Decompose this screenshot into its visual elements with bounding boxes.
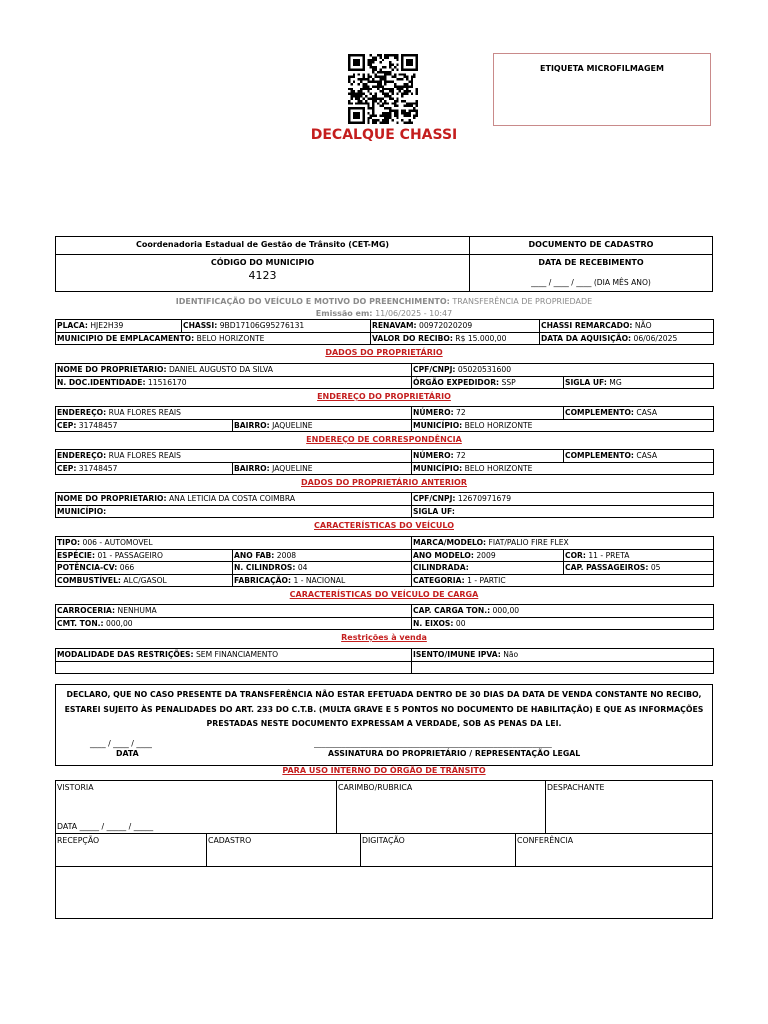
ipva-exempt-cell: ISENTO/IMUNE IPVA: Não xyxy=(412,649,714,662)
restriction-mode-cell: MODALIDADE DAS RESTRIÇÕES: SEM FINANCIAMENTO xyxy=(56,649,412,662)
restrictions-table xyxy=(55,648,714,674)
owner-name-cell: NOME DO PROPRIETARIO: DANIEL AUGUSTO DA SILVA xyxy=(56,364,412,377)
section-cargo: CARACTERÍSTICAS DO VEÍCULO DE CARGA xyxy=(289,590,479,599)
section-owner: DADOS DO PROPRIETÁRIO xyxy=(325,348,443,357)
section-restrictions: Restrições à venda xyxy=(341,633,427,642)
corr-address-cell: ENDEREÇO: RUA FLORES REAIS xyxy=(56,450,412,463)
owner-uf-cell: SIGLA UF: MG xyxy=(564,376,714,389)
chassis-remarked-cell: CHASSI REMARCADO: NÃO xyxy=(540,320,714,333)
internal-date-label: DATA _____ / _____ / _____ xyxy=(57,822,154,831)
signature-label: ASSINATURA DO PROPRIETÁRIO / REPRESENTAÇÃO LEGAL xyxy=(328,749,581,758)
model-year-cell: ANO MODELO: 2009 xyxy=(412,549,564,562)
reception-label: RECEPÇÃO xyxy=(57,836,100,845)
corr-complement-cell: COMPLEMENTO: CASA xyxy=(564,450,714,463)
body-type-cell: CARROCERIA: NENHUMA xyxy=(56,605,412,618)
vehicle-features-table xyxy=(55,536,714,587)
agency-name: Coordenadoria Estadual de Gestão de Trânsito (CET-MG) xyxy=(135,240,390,249)
previous-owner-table xyxy=(55,492,714,518)
passenger-capacity-cell: CAP. PASSAGEIROS: 05 xyxy=(564,562,714,575)
owner-table xyxy=(55,363,714,389)
renavam-cell: RENAVAM: 00972020209 xyxy=(371,320,540,333)
dispatcher-label: DESPACHANTE xyxy=(547,783,605,792)
municipality-code-value: 4123 xyxy=(248,269,277,282)
identification-line: IDENTIFICAÇÃO DO VEÍCULO E MOTIVO DO PREENCHIMENTO: TRANSFERÊNCIA DE PROPRIEDADE xyxy=(175,297,593,306)
owner-cpf-cell: CPF/CNPJ: 05020531600 xyxy=(412,364,714,377)
verification-label: CONFERÊNCIA xyxy=(517,836,574,845)
cargo-capacity-cell: CAP. CARGA TON.: 000,00 xyxy=(412,605,714,618)
cargo-table xyxy=(55,604,714,630)
prev-owner-municipality-cell: MUNICÍPIO: xyxy=(56,505,412,518)
declaration-text: DECLARO, QUE NO CASO PRESENTE DA TRANSFERÊNCIA NÃO ESTAR EFETUADA DENTRO DE 30 DIAS DA DATA DE VENDA CONSTANTE NO RECIBO, ESTAREI SUJEITO ÀS PENALIDADES DO ART. 233 DO C.T.B. (MULTA GRAVE E 5 PONTOS NO DOCUMENTO DE HABILITAÇÃO) E QUE AS INFORMAÇÕES PRESTADAS NESTE DOCUMENTO EXPRESSAM A VERDADE, SOB AS PENAS DA LEI. xyxy=(64,690,704,728)
municipality-cell: MUNICÍPIO: BELO HORIZONTE xyxy=(412,419,714,432)
address-cell: ENDEREÇO: RUA FLORES REAIS xyxy=(56,407,412,420)
owner-id-doc-cell: N. DOC.IDENTIDADE: 11516170 xyxy=(56,376,412,389)
corr-cep-cell: CEP: 31748457 xyxy=(56,462,233,475)
header-box xyxy=(55,236,713,292)
category-cell: CATEGORIA: 1 - PARTIC xyxy=(412,574,714,587)
stamp-label: CARIMBO/RUBRICA xyxy=(338,783,413,792)
complement-cell: COMPLEMENTO: CASA xyxy=(564,407,714,420)
corr-municipality-cell: MUNICÍPIO: BELO HORIZONTE xyxy=(412,462,714,475)
cylinders-cell: N. CILINDROS: 04 xyxy=(233,562,412,575)
microfilm-label: ETIQUETA MICROFILMAGEM xyxy=(540,64,664,73)
empty-cell-right xyxy=(412,661,714,674)
cep-cell: CEP: 31748457 xyxy=(56,419,233,432)
empty-cell-left xyxy=(56,661,412,674)
chassis-cell: CHASSI: 9BD17106G95276131 xyxy=(182,320,371,333)
power-cell: POTÊNCIA-CV: 066 xyxy=(56,562,233,575)
acquisition-date-cell: DATA DA AQUISIÇÃO: 06/06/2025 xyxy=(540,332,714,345)
registration-municipality-cell: MUNICIPIO DE EMPLACAMENTO: BELO HORIZONTE xyxy=(56,332,371,345)
internal-use-box xyxy=(55,780,713,919)
cmt-cell: CMT. TON.: 000,00 xyxy=(56,617,412,630)
plate-cell: PLACA: HJE2H39 xyxy=(56,320,182,333)
fuel-cell: COMBUSTÍVEL: ALC/GASOL xyxy=(56,574,233,587)
manufacture-year-cell: ANO FAB: 2008 xyxy=(233,549,412,562)
microfilm-label-box xyxy=(493,53,711,126)
color-cell: COR: 11 - PRETA xyxy=(564,549,714,562)
district-cell: BAIRRO: JAQUELINE xyxy=(233,419,412,432)
axles-cell: N. EIXOS: 00 xyxy=(412,617,714,630)
section-owner-address: ENDEREÇO DO PROPRIETÁRIO xyxy=(317,392,451,401)
vehicle-id-table xyxy=(55,319,714,345)
typing-label: DIGITAÇÃO xyxy=(362,836,405,845)
make-model-cell: MARCA/MODELO: FIAT/PALIO FIRE FLEX xyxy=(412,537,714,550)
qr-code-icon xyxy=(346,54,420,124)
signature-date-blank: ____ / ____ / ____ xyxy=(90,739,152,748)
registration-label: CADASTRO xyxy=(208,836,252,845)
receipt-date-value: ____ / ____ / ____ (DIA MÊS ANO) xyxy=(531,278,651,287)
receipt-date-label: DATA DE RECEBIMENTO xyxy=(538,258,644,267)
number-cell: NÚMERO: 72 xyxy=(412,407,564,420)
type-cell: TIPO: 006 - AUTOMOVEL xyxy=(56,537,412,550)
emission-line: Emissão em: 11/06/2025 - 10:47 xyxy=(315,309,453,318)
signature-date-label: DATA xyxy=(116,749,139,758)
receipt-value-cell: VALOR DO RECIBO: R$ 15.000,00 xyxy=(371,332,540,345)
section-previous-owner: DADOS DO PROPRIETÁRIO ANTERIOR xyxy=(301,478,467,487)
issuing-agency-cell: ÓRGÃO EXPEDIDOR: SSP xyxy=(412,376,564,389)
owner-address-table xyxy=(55,406,714,432)
section-vehicle-features: CARACTERÍSTICAS DO VEÍCULO xyxy=(314,521,454,530)
section-internal-use: PARA USO INTERNO DO ÓRGÃO DE TRÂNSITO xyxy=(282,766,486,775)
prev-owner-name-cell: NOME DO PROPRIETARIO: ANA LETICIA DA COSTA COIMBRA xyxy=(56,493,412,506)
correspondence-table xyxy=(55,449,714,475)
species-cell: ESPÉCIE: 01 - PASSAGEIRO xyxy=(56,549,233,562)
document-type: DOCUMENTO DE CADASTRO xyxy=(528,240,654,249)
corr-number-cell: NÚMERO: 72 xyxy=(412,450,564,463)
displacement-cell: CILINDRADA: xyxy=(412,562,564,575)
manufacturing-cell: FABRICAÇÃO: 1 - NACIONAL xyxy=(233,574,412,587)
corr-district-cell: BAIRRO: JAQUELINE xyxy=(233,462,412,475)
prev-owner-cpf-cell: CPF/CNPJ: 12670971679 xyxy=(412,493,714,506)
prev-owner-uf-cell: SIGLA UF: xyxy=(412,505,714,518)
signature-line: _____________________________________________________________ xyxy=(314,739,552,748)
page-title: DECALQUE CHASSI xyxy=(310,127,458,143)
inspection-label: VISTORIA xyxy=(57,783,94,792)
municipality-code-label: CÓDIGO DO MUNICIPIO xyxy=(210,258,315,267)
section-correspondence: ENDEREÇO DE CORRESPONDÊNCIA xyxy=(306,435,462,444)
